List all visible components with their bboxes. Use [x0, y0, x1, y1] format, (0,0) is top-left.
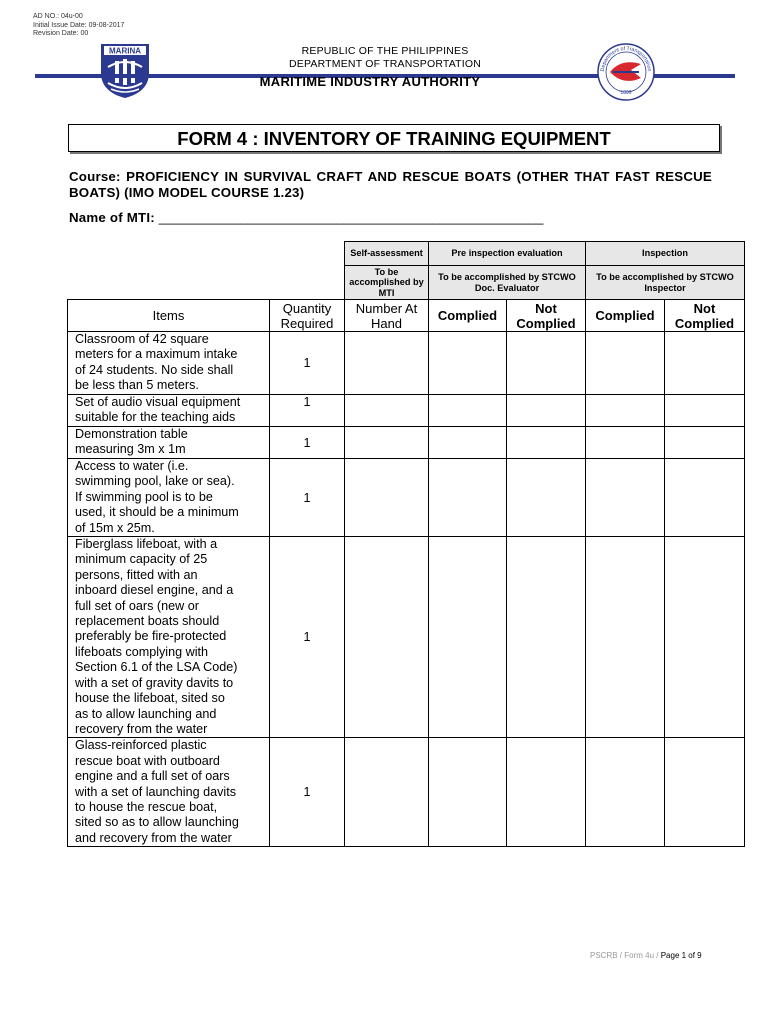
pre-complied-cell[interactable] [429, 395, 507, 427]
col-not-complied-header: Not Complied [507, 300, 586, 332]
table-row [68, 459, 745, 537]
table-row [68, 395, 745, 427]
insp-not-complied-cell[interactable] [665, 395, 745, 427]
item-description: Demonstration table measuring 3m x 1m [68, 427, 270, 459]
dotr-seal [591, 42, 661, 102]
number-at-hand-cell[interactable] [345, 332, 429, 395]
item-description: Set of audio visual equipment suitable for the teaching aids [68, 395, 270, 427]
pre-not-complied-cell[interactable] [507, 459, 586, 537]
insp-complied-cell[interactable] [586, 537, 665, 738]
course-title: Course: PROFICIENCY IN SURVIVAL CRAFT AND RESCUE BOATS (OTHER THAT FAST RESCUE BOATS) (IMO MODEL COURSE 1.23) [69, 169, 712, 200]
pre-inspection-note: To be accomplished by STCWO Doc. Evaluator [429, 266, 586, 300]
table-row [68, 332, 745, 395]
pre-complied-cell[interactable] [429, 459, 507, 537]
number-at-hand-cell[interactable] [345, 459, 429, 537]
quantity-required: 1 [270, 427, 345, 459]
col-items-header: Items [68, 300, 270, 332]
insp-complied-cell[interactable] [586, 332, 665, 395]
page-number: Page 1 of 9 [660, 951, 702, 960]
quantity-required: 1 [270, 332, 345, 395]
col-number-at-hand-header: Number At Hand [345, 300, 429, 332]
form-title: FORM 4 : INVENTORY OF TRAINING EQUIPMENT [68, 124, 720, 152]
number-at-hand-cell[interactable] [345, 427, 429, 459]
table-row [68, 738, 745, 847]
marina-logo-text: MARINA [109, 46, 141, 56]
number-at-hand-cell[interactable] [345, 395, 429, 427]
page-footer [590, 951, 702, 960]
table-row [68, 427, 745, 459]
pre-not-complied-cell[interactable] [507, 738, 586, 847]
self-assessment-header: Self-assessment [345, 242, 429, 266]
number-at-hand-cell[interactable] [345, 738, 429, 847]
mti-name-line [69, 210, 543, 225]
table-row [68, 537, 745, 738]
revision-date: Revision Date: 00 [33, 30, 89, 37]
seal-ring-text: Department of Transportation [599, 45, 653, 72]
insp-not-complied-cell[interactable] [665, 537, 745, 738]
pre-not-complied-cell[interactable] [507, 395, 586, 427]
pre-complied-cell[interactable] [429, 738, 507, 847]
header-republic: REPUBLIC OF THE PHILIPPINES [301, 45, 469, 57]
col-not-complied-inspection-header: Not Complied [665, 300, 745, 332]
quantity-required: 1 [270, 395, 345, 427]
item-description: Access to water (i.e. swimming pool, lake or sea). If swimming pool is to be used, it should be a minimum of 15m x 25m. [68, 459, 270, 537]
pre-not-complied-cell[interactable] [507, 332, 586, 395]
insp-complied-cell[interactable] [586, 459, 665, 537]
document-control-info [33, 13, 124, 39]
col-complied-inspection-header: Complied [586, 300, 665, 332]
inspection-header: Inspection [586, 242, 745, 266]
insp-not-complied-cell[interactable] [665, 738, 745, 847]
col-complied-header: Complied [429, 300, 507, 332]
number-at-hand-cell[interactable] [345, 537, 429, 738]
insp-complied-cell[interactable] [586, 427, 665, 459]
insp-not-complied-cell[interactable] [665, 332, 745, 395]
insp-complied-cell[interactable] [586, 395, 665, 427]
quantity-required: 1 [270, 537, 345, 738]
insp-not-complied-cell[interactable] [665, 427, 745, 459]
inventory-table [67, 241, 745, 847]
pre-complied-cell[interactable] [429, 427, 507, 459]
insp-not-complied-cell[interactable] [665, 459, 745, 537]
quantity-required: 1 [270, 738, 345, 847]
form-code: PSCRB / Form 4u / [590, 951, 659, 960]
pre-inspection-header: Pre inspection evaluation [429, 242, 586, 266]
item-description: Classroom of 42 square meters for a maximum intake of 24 students. No side shall be less than 5 meters. [68, 332, 270, 395]
col-quantity-header: Quantity Required [270, 300, 345, 332]
inspection-note: To be accomplished by STCWO Inspector [586, 266, 745, 300]
pre-not-complied-cell[interactable] [507, 427, 586, 459]
mti-label: Name of MTI: [69, 210, 155, 225]
self-assessment-note: To be accomplished by MTI [345, 266, 429, 300]
header-agency: MARITIME INDUSTRY AUTHORITY [259, 74, 481, 89]
ad-number: AD NO.: 04u-00 [33, 13, 83, 20]
initial-issue-date: Initial Issue Date: 09-08-2017 [33, 21, 125, 29]
pre-not-complied-cell[interactable] [507, 537, 586, 738]
header-department: DEPARTMENT OF TRANSPORTATION [288, 58, 482, 70]
insp-complied-cell[interactable] [586, 738, 665, 847]
seal-year: 1899 [620, 90, 632, 96]
pre-complied-cell[interactable] [429, 332, 507, 395]
item-description: Fiberglass lifeboat, with a minimum capacity of 25 persons, fitted with an inboard diesel engine, and a full set of oars (new or replacement boats should preferably be fire-protected lifeboats complying with Section 6.1 of the LSA Code) with a set of gravity davits to house the lifeboat, sited so as to allow launching and recovery from the water [68, 537, 270, 738]
item-description: Glass-reinforced plastic rescue boat with outboard engine and a full set of oars with a set of launching davits to house the rescue boat, sited so as to allow launching and recovery from the water [68, 738, 270, 847]
quantity-required: 1 [270, 459, 345, 537]
mti-name-blank[interactable]: ____________________________________________________ [158, 210, 544, 225]
pre-complied-cell[interactable] [429, 537, 507, 738]
